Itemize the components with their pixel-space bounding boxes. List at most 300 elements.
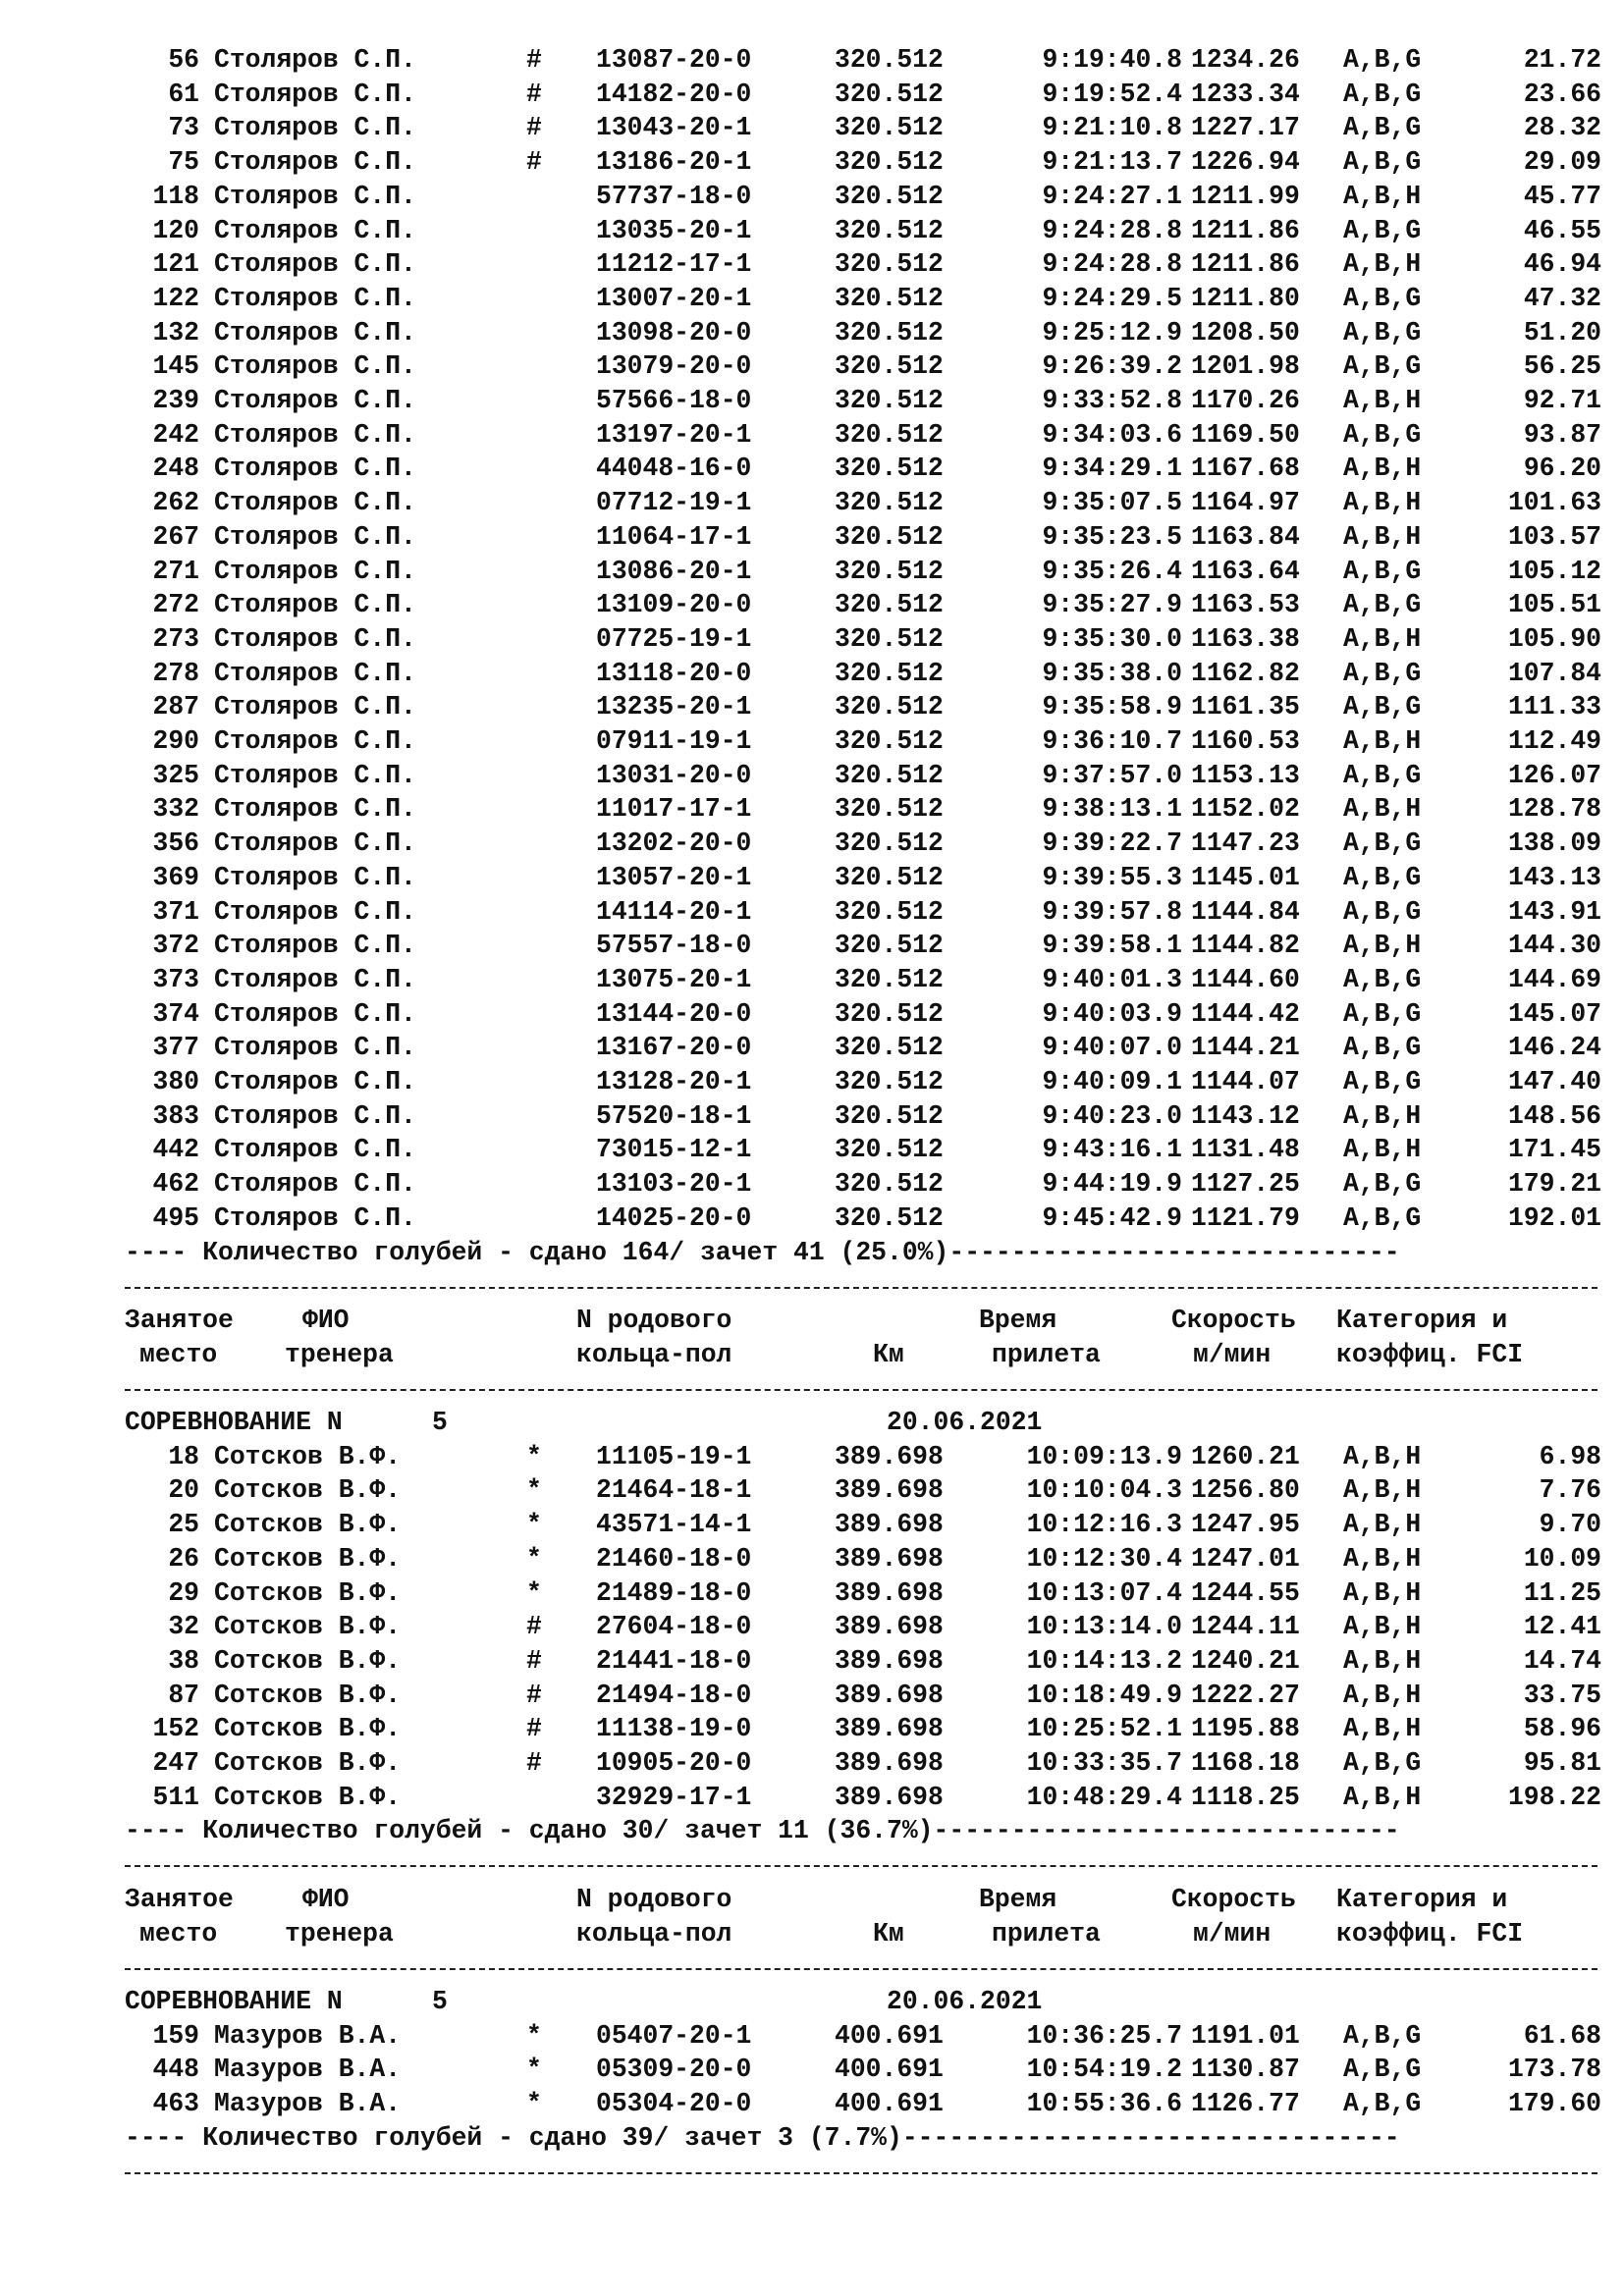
distance-km: 320.512 (835, 1033, 944, 1063)
ring-number: 07725-19-1 (596, 623, 752, 654)
ring-number: 13043-20-1 (596, 113, 752, 143)
distance-km: 320.512 (835, 658, 944, 688)
place: 118 (152, 181, 199, 211)
mark: # (526, 147, 542, 178)
ring-number: 13075-20-1 (596, 964, 752, 994)
table-row (125, 145, 1601, 180)
speed: 1145.01 (1191, 862, 1300, 892)
place: 273 (152, 623, 199, 654)
trainer-name: Сотсков В.Ф. (214, 1714, 402, 1744)
fci-coefficient: 29.09 (1523, 147, 1601, 178)
competition-title (125, 1985, 1597, 2019)
mark: * (526, 2020, 542, 2051)
speed: 1144.82 (1191, 931, 1300, 961)
table-row (125, 895, 1601, 930)
distance-km: 320.512 (835, 931, 944, 961)
ring-number: 10905-20-0 (596, 1748, 752, 1778)
arrival-time: 9:19:52.4 (1042, 79, 1182, 109)
table-row (125, 1167, 1601, 1201)
ring-number: 13103-20-1 (596, 1169, 752, 1200)
table-row (125, 43, 1601, 78)
place: 373 (152, 964, 199, 994)
ring-number: 05407-20-1 (596, 2020, 752, 2051)
distance-km: 320.512 (835, 556, 944, 586)
mark: * (526, 1577, 542, 1608)
arrival-time: 9:25:12.9 (1042, 317, 1182, 347)
ring-number: 14025-20-0 (596, 1202, 752, 1233)
fci-coefficient: 105.12 (1507, 556, 1601, 586)
mark: * (526, 2055, 542, 2085)
ring-number: 73015-12-1 (596, 1135, 752, 1165)
speed: 1222.27 (1191, 1680, 1300, 1710)
distance-km: 389.698 (835, 1748, 944, 1778)
speed: 1163.64 (1191, 556, 1300, 586)
arrival-time: 9:40:23.0 (1042, 1100, 1182, 1131)
arrival-time: 9:39:55.3 (1042, 862, 1182, 892)
mark: * (526, 2089, 542, 2118)
place: 380 (152, 1067, 199, 1096)
trainer-name: Столяров С.П. (214, 1067, 416, 1096)
speed: 1244.55 (1191, 1577, 1300, 1608)
distance-km: 320.512 (835, 351, 944, 382)
speed: 1191.01 (1191, 2020, 1300, 2051)
trainer-name: Столяров С.П. (214, 1100, 416, 1131)
table-row (125, 588, 1601, 622)
ring-number: 13035-20-1 (596, 215, 752, 245)
distance-km: 320.512 (835, 623, 944, 654)
trainer-name: Сотсков В.Ф. (214, 1782, 402, 1812)
table-row (125, 997, 1601, 1032)
category: A,B,G (1343, 828, 1422, 859)
category: A,B,H (1343, 454, 1422, 484)
column-header: ФИО (302, 1305, 350, 1335)
place: 332 (152, 794, 199, 825)
distance-km: 320.512 (835, 454, 944, 484)
distance-km: 320.512 (835, 386, 944, 415)
category: A,B,G (1343, 658, 1422, 688)
speed: 1163.38 (1191, 623, 1300, 654)
place: 87 (168, 1680, 199, 1710)
mark: # (526, 1612, 542, 1642)
trainer-name: Сотсков В.Ф. (214, 1510, 402, 1540)
place: 26 (168, 1543, 199, 1574)
place: 239 (152, 386, 199, 415)
speed: 1169.50 (1191, 419, 1300, 450)
place: 511 (152, 1782, 199, 1812)
arrival-time: 10:54:19.2 (1026, 2055, 1182, 2085)
fci-coefficient: 105.51 (1507, 590, 1601, 620)
table-row (125, 861, 1601, 895)
arrival-time: 9:43:16.1 (1042, 1135, 1182, 1165)
trainer-name: Столяров С.П. (214, 1135, 416, 1165)
trainer-name: Сотсков В.Ф. (214, 1441, 402, 1471)
fci-coefficient: 92.71 (1523, 386, 1601, 415)
ring-number: 14114-20-1 (596, 896, 752, 927)
trainer-name: Сотсков В.Ф. (214, 1577, 402, 1608)
column-header: коэффиц. FCI (1336, 1339, 1524, 1369)
distance-km: 389.698 (835, 1680, 944, 1710)
place: 495 (152, 1202, 199, 1233)
place: 369 (152, 862, 199, 892)
mark: # (526, 79, 542, 109)
arrival-time: 9:33:52.8 (1042, 386, 1182, 415)
column-header: Скорость (1171, 1884, 1296, 1914)
place: 25 (168, 1510, 199, 1540)
trainer-name: Столяров С.П. (214, 215, 416, 245)
column-header-row-2 (125, 1338, 1597, 1372)
distance-km: 320.512 (835, 760, 944, 790)
trainer-name: Сотсков В.Ф. (214, 1543, 402, 1574)
distance-km: 320.512 (835, 794, 944, 825)
speed: 1201.98 (1191, 351, 1300, 382)
place: 122 (152, 283, 199, 313)
column-header: прилета (992, 1918, 1101, 1949)
table-row (125, 180, 1601, 214)
trainer-name: Столяров С.П. (214, 556, 416, 586)
fci-coefficient: 9.70 (1539, 1510, 1601, 1540)
ring-number: 13235-20-1 (596, 692, 752, 722)
trainer-name: Столяров С.П. (214, 1033, 416, 1063)
table-row (125, 452, 1601, 486)
trainer-name: Столяров С.П. (214, 45, 416, 75)
trainer-name: Столяров С.П. (214, 931, 416, 961)
place: 120 (152, 215, 199, 245)
column-header: Категория и (1336, 1884, 1508, 1914)
trainer-name: Столяров С.П. (214, 419, 416, 450)
fci-coefficient: 179.21 (1507, 1169, 1601, 1200)
place: 247 (152, 1748, 199, 1778)
fci-coefficient: 128.78 (1507, 794, 1601, 825)
dashed-divider (125, 2172, 1597, 2174)
fci-coefficient: 51.20 (1523, 317, 1601, 347)
distance-km: 320.512 (835, 45, 944, 75)
arrival-time: 10:33:35.7 (1026, 1748, 1182, 1778)
trainer-name: Столяров С.П. (214, 760, 416, 790)
trainer-name: Столяров С.П. (214, 386, 416, 415)
place: 267 (152, 521, 199, 552)
place: 56 (168, 45, 199, 75)
trainer-name: Сотсков В.Ф. (214, 1475, 402, 1506)
table-row (125, 1644, 1601, 1679)
competition-title (125, 1406, 1597, 1440)
ring-number: 13197-20-1 (596, 419, 752, 450)
distance-km: 320.512 (835, 998, 944, 1029)
category: A,B,G (1343, 351, 1422, 382)
speed: 1144.07 (1191, 1067, 1300, 1096)
distance-km: 400.691 (835, 2089, 944, 2118)
table-row (125, 690, 1601, 724)
ring-number: 11212-17-1 (596, 249, 752, 280)
fci-coefficient: 126.07 (1507, 760, 1601, 790)
fci-coefficient: 143.91 (1507, 896, 1601, 927)
table-row (125, 1746, 1601, 1781)
fci-coefficient: 148.56 (1507, 1100, 1601, 1131)
speed: 1226.94 (1191, 147, 1300, 178)
ring-number: 13186-20-1 (596, 147, 752, 178)
arrival-time: 9:35:30.0 (1042, 623, 1182, 654)
category: A,B,H (1343, 181, 1422, 211)
ring-number: 57557-18-0 (596, 931, 752, 961)
table-row (125, 1473, 1601, 1508)
ring-number: 13086-20-1 (596, 556, 752, 586)
column-header: коэффиц. FCI (1336, 1918, 1524, 1949)
trainer-name: Сотсков В.Ф. (214, 1645, 402, 1676)
speed: 1118.25 (1191, 1782, 1300, 1812)
fci-coefficient: 61.68 (1523, 2020, 1601, 2051)
trainer-name: Столяров С.П. (214, 181, 416, 211)
fci-coefficient: 10.09 (1523, 1543, 1601, 1574)
place: 159 (152, 2020, 199, 2051)
table-row (125, 384, 1601, 418)
competition-label: СОРЕВНОВАНИЕ N (125, 1408, 343, 1437)
category: A,B,G (1343, 45, 1422, 75)
category: A,B,G (1343, 590, 1422, 620)
arrival-time: 9:19:40.8 (1042, 45, 1182, 75)
speed: 1244.11 (1191, 1612, 1300, 1642)
arrival-time: 9:35:07.5 (1042, 488, 1182, 518)
category: A,B,G (1343, 1067, 1422, 1096)
ring-number: 07911-19-1 (596, 726, 752, 756)
table-row (125, 724, 1601, 759)
place: 383 (152, 1100, 199, 1131)
category: A,B,H (1343, 1612, 1422, 1642)
trainer-name: Столяров С.П. (214, 590, 416, 620)
column-header-row-2 (125, 1917, 1597, 1951)
fci-coefficient: 103.57 (1507, 521, 1601, 552)
place: 145 (152, 351, 199, 382)
trainer-name: Сотсков В.Ф. (214, 1612, 402, 1642)
fci-coefficient: 45.77 (1523, 181, 1601, 211)
distance-km: 389.698 (835, 1441, 944, 1471)
speed: 1168.18 (1191, 1748, 1300, 1778)
speed: 1211.86 (1191, 249, 1300, 280)
trainer-name: Столяров С.П. (214, 1202, 416, 1233)
ring-number: 11138-19-0 (596, 1714, 752, 1744)
place: 290 (152, 726, 199, 756)
ring-number: 05304-20-0 (596, 2089, 752, 2118)
trainer-name: Столяров С.П. (214, 249, 416, 280)
place: 371 (152, 896, 199, 927)
place: 377 (152, 1033, 199, 1063)
trainer-name: Столяров С.П. (214, 896, 416, 927)
distance-km: 320.512 (835, 215, 944, 245)
ring-number: 44048-16-0 (596, 454, 752, 484)
table-row (125, 1712, 1601, 1746)
table-row (125, 657, 1601, 691)
arrival-time: 9:40:09.1 (1042, 1067, 1182, 1096)
speed: 1233.34 (1191, 79, 1300, 109)
column-header: Занятое (125, 1884, 234, 1914)
summary-line (125, 2121, 1597, 2156)
place: 448 (152, 2055, 199, 2085)
speed: 1144.84 (1191, 896, 1300, 927)
speed: 1211.80 (1191, 283, 1300, 313)
column-header: кольца-пол (576, 1339, 732, 1369)
mark: # (526, 1645, 542, 1676)
trainer-name: Столяров С.П. (214, 113, 416, 143)
category: A,B,G (1343, 147, 1422, 178)
distance-km: 320.512 (835, 317, 944, 347)
arrival-time: 9:44:19.9 (1042, 1169, 1182, 1200)
competition-date: 20.06.2021 (887, 1986, 1043, 2016)
table-row (125, 1065, 1601, 1099)
category: A,B,H (1343, 521, 1422, 552)
distance-km: 320.512 (835, 1135, 944, 1165)
column-header-row-1 (125, 1883, 1597, 1917)
fci-coefficient: 23.66 (1523, 79, 1601, 109)
trainer-name: Столяров С.П. (214, 488, 416, 518)
ring-number: 13031-20-0 (596, 760, 752, 790)
place: 356 (152, 828, 199, 859)
category: A,B,H (1343, 931, 1422, 961)
place: 272 (152, 590, 199, 620)
ring-number: 11105-19-1 (596, 1441, 752, 1471)
distance-km: 320.512 (835, 1067, 944, 1096)
distance-km: 320.512 (835, 521, 944, 552)
fci-coefficient: 7.76 (1539, 1475, 1601, 1506)
speed: 1127.25 (1191, 1169, 1300, 1200)
competition-label: СОРЕВНОВАНИЕ N (125, 1986, 343, 2016)
speed: 1170.26 (1191, 386, 1300, 415)
speed: 1162.82 (1191, 658, 1300, 688)
column-header: м/мин (1193, 1339, 1272, 1369)
arrival-time: 10:48:29.4 (1026, 1782, 1182, 1812)
summary-text: ---- Количество голубей - сдано 30/ зачет 11 (36.7%)------------------------------ (125, 1816, 1400, 1846)
table-row (125, 1031, 1601, 1065)
place: 20 (168, 1475, 199, 1506)
place: 152 (152, 1714, 199, 1744)
column-header: Занятое (125, 1305, 234, 1335)
distance-km: 389.698 (835, 1543, 944, 1574)
fci-coefficient: 147.40 (1507, 1067, 1601, 1096)
ring-number: 21464-18-1 (596, 1475, 752, 1506)
arrival-time: 9:24:29.5 (1042, 283, 1182, 313)
summary-line (125, 1814, 1597, 1848)
speed: 1260.21 (1191, 1441, 1300, 1471)
arrival-time: 9:24:28.8 (1042, 249, 1182, 280)
arrival-time: 10:10:04.3 (1026, 1475, 1182, 1506)
fci-coefficient: 47.32 (1523, 283, 1601, 313)
distance-km: 389.698 (835, 1475, 944, 1506)
place: 278 (152, 658, 199, 688)
speed: 1247.95 (1191, 1510, 1300, 1540)
category: A,B,G (1343, 215, 1422, 245)
speed: 1234.26 (1191, 45, 1300, 75)
mark: # (526, 113, 542, 143)
place: 32 (168, 1612, 199, 1642)
fci-coefficient: 111.33 (1507, 692, 1601, 722)
ring-number: 32929-17-1 (596, 1782, 752, 1812)
category: A,B,G (1343, 998, 1422, 1029)
category: A,B,H (1343, 1577, 1422, 1608)
trainer-name: Столяров С.П. (214, 283, 416, 313)
ring-number: 57566-18-0 (596, 386, 752, 415)
distance-km: 389.698 (835, 1612, 944, 1642)
mark: # (526, 45, 542, 75)
category: A,B,H (1343, 488, 1422, 518)
speed: 1167.68 (1191, 454, 1300, 484)
table-row (125, 1610, 1601, 1644)
table-row (125, 2087, 1601, 2121)
distance-km: 320.512 (835, 1100, 944, 1131)
arrival-time: 9:34:03.6 (1042, 419, 1182, 450)
table-row (125, 520, 1601, 555)
ring-number: 13079-20-0 (596, 351, 752, 382)
category: A,B,H (1343, 623, 1422, 654)
place: 325 (152, 760, 199, 790)
speed: 1143.12 (1191, 1100, 1300, 1131)
ring-number: 13167-20-0 (596, 1033, 752, 1063)
fci-coefficient: 6.98 (1539, 1441, 1601, 1471)
ring-number: 13202-20-0 (596, 828, 752, 859)
speed: 1195.88 (1191, 1714, 1300, 1744)
table-row (125, 759, 1601, 793)
distance-km: 320.512 (835, 488, 944, 518)
fci-coefficient: 179.60 (1507, 2089, 1601, 2118)
fci-coefficient: 143.13 (1507, 862, 1601, 892)
table-row (125, 1508, 1601, 1542)
trainer-name: Столяров С.П. (214, 964, 416, 994)
arrival-time: 9:35:38.0 (1042, 658, 1182, 688)
dashed-divider (125, 1968, 1597, 1970)
speed: 1160.53 (1191, 726, 1300, 756)
fci-coefficient: 28.32 (1523, 113, 1601, 143)
category: A,B,H (1343, 794, 1422, 825)
category: A,B,G (1343, 1169, 1422, 1200)
trainer-name: Столяров С.П. (214, 862, 416, 892)
table-row (125, 247, 1601, 282)
table-row (125, 486, 1601, 520)
fci-coefficient: 12.41 (1523, 1612, 1601, 1642)
arrival-time: 10:13:14.0 (1026, 1612, 1182, 1642)
arrival-time: 9:40:07.0 (1042, 1033, 1182, 1063)
trainer-name: Столяров С.П. (214, 726, 416, 756)
distance-km: 320.512 (835, 113, 944, 143)
category: A,B,H (1343, 1510, 1422, 1540)
arrival-time: 9:35:23.5 (1042, 521, 1182, 552)
place: 287 (152, 692, 199, 722)
fci-coefficient: 101.63 (1507, 488, 1601, 518)
distance-km: 400.691 (835, 2055, 944, 2085)
column-header: тренера (285, 1339, 394, 1369)
speed: 1211.99 (1191, 181, 1300, 211)
category: A,B,H (1343, 1782, 1422, 1812)
table-row (125, 78, 1601, 112)
arrival-time: 9:39:58.1 (1042, 931, 1182, 961)
dashed-divider (125, 1389, 1597, 1391)
place: 248 (152, 454, 199, 484)
place: 442 (152, 1135, 199, 1165)
arrival-time: 9:38:13.1 (1042, 794, 1182, 825)
mark: # (526, 1680, 542, 1710)
column-header: кольца-пол (576, 1918, 732, 1949)
category: A,B,G (1343, 1202, 1422, 1233)
category: A,B,H (1343, 1714, 1422, 1744)
place: 61 (168, 79, 199, 109)
arrival-time: 9:21:10.8 (1042, 113, 1182, 143)
place: 73 (168, 113, 199, 143)
speed: 1161.35 (1191, 692, 1300, 722)
place: 242 (152, 419, 199, 450)
distance-km: 389.698 (835, 1714, 944, 1744)
column-header: Км (873, 1918, 904, 1949)
arrival-time: 9:40:01.3 (1042, 964, 1182, 994)
trainer-name: Столяров С.П. (214, 692, 416, 722)
speed: 1153.13 (1191, 760, 1300, 790)
competition-number: 5 (432, 1986, 448, 2016)
table-row (125, 111, 1601, 145)
category: A,B,H (1343, 386, 1422, 415)
